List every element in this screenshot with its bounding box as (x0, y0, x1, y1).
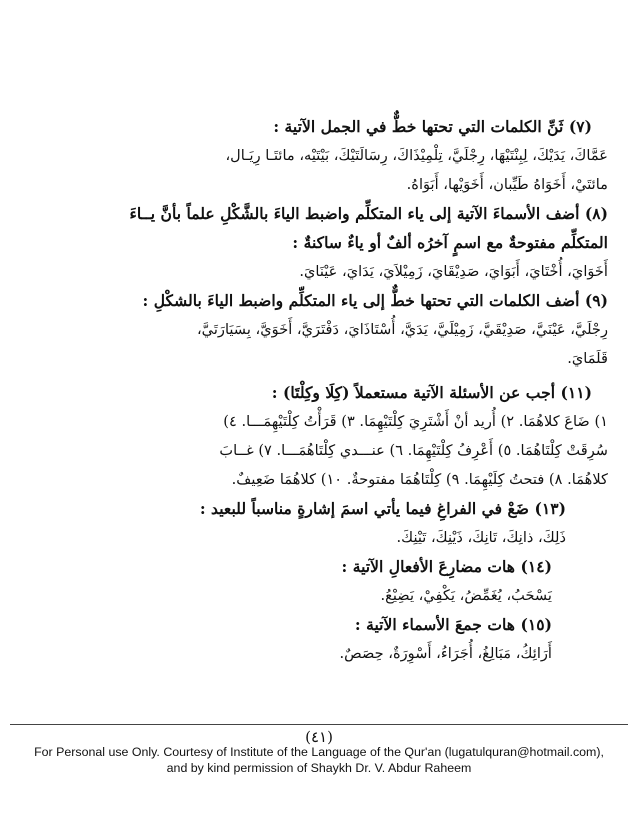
courtesy-footer (0, 744, 638, 776)
footer-line: and by kind permission of Shaykh Dr. V. Abdur Raheem (166, 761, 472, 775)
exercise-7-answer-line: مائتَيْ، أَخَوَاهُ طَيِّبان، أَخَوَيْها، أَبَوَاهُ. (406, 176, 608, 193)
exercise-13 (18, 494, 614, 552)
footer-divider (10, 724, 628, 725)
exercise-7-answer-line: عَمَّاكَ، يَدَيْكَ، لِبِنْتَيْهَا، رِجْلَيَّ، تِلْمِيْذَاكَ، رِسَالَتَيْكَ، بَيْتَيْه، مائتَـا رِيَـال، (225, 147, 608, 164)
exercise-9-answer-line: رِجْلَيَّ، عَيْنَيَّ، صَدِيْقَيَّ، زَمِيْلَيَّ، يَدَيَّ، أُسْتَاذَايَ، دَفْتَرَيَّ، أَخَوَيَّ، بِسَيَارَتَيَّ، (196, 321, 608, 338)
answers-content (18, 112, 614, 668)
exercise-13-answer-line: ذَلِكَ، ذانِكَ، تَانِكَ، ذَيْنِكَ، تَيْنِكَ. (396, 529, 566, 546)
exercise-14 (18, 552, 614, 610)
exercise-13-heading: (١٣) ضَعْ في الفراغِ فيما يأتي اسمَ إشارةٍ مناسباً للبعيد : (199, 499, 566, 518)
exercise-7-heading: (٧) ثَنِّ الكلمات التي تحتها خطٌّ في الجمل الآتية : (273, 117, 592, 136)
exercise-7 (18, 112, 614, 199)
exercise-9 (18, 286, 614, 373)
exercise-11-answer-line: سُرِقَتْ كِلْتَاهُمَا. ٥) أَعْرِفُ كِلْتَيْهِمَا. ٦) عنـــدي كِلْتَاهُمَـــا. ٧) غــابَ (219, 442, 608, 459)
exercise-9-heading: (٩) أضف الكلمات التي تحتها خطٌّ إلى ياء المتكلِّم واضبط الياءَ بالشكْلِ : (142, 291, 608, 310)
exercise-8 (18, 199, 614, 286)
exercise-15 (18, 610, 614, 668)
exercise-11 (18, 378, 614, 494)
exercise-15-answer-line: أَرَائِكُ، مَبَالِغُ، أُجَرَاءُ، أَسْوِرَةٌ، حِصَصٌ. (339, 645, 552, 662)
exercise-9-answer-line: قَلَمَايَ. (567, 350, 608, 367)
exercise-14-heading: (١٤) هات مضارِعَ الأفعالِ الآتية : (341, 557, 552, 576)
exercise-15-heading: (١٥) هات جمعَ الأسماء الآتية : (354, 615, 552, 634)
exercise-14-answer-line: يَسْحَبُ، يُغَمِّضُ، يَكْفِيْ، يَضِيْعُ. (380, 587, 552, 604)
exercise-8-heading: المتكلِّم مفتوحةٌ مع اسمٍ آخرُه ألفٌ أو ياءٌ ساكنةٌ : (292, 233, 608, 252)
exercise-11-heading: (١١) أجب عن الأسئلة الآتية مستعملاً (كِلَا وكِلْتَا) : (271, 383, 592, 402)
page-number: (٤١) (305, 728, 333, 746)
exercise-8-heading: (٨) أضف الأسماءَ الآتية إلى ياء المتكلِّم واضبط الياءَ بالشَّكْلِ علماً بأنَّ يــاءَ (129, 204, 608, 223)
exercise-11-answer-line: ١) ضَاعَ كلاهُمَا. ٢) أُريد أنْ أَشْتَرِيَ كِلْتَيْهِمَا. ٣) قَرَأْتُ كِلْتَيْهِمَـــا. ٤) (223, 413, 608, 430)
footer-line: For Personal use Only. Courtesy of Institute of the Language of the Qur'an (lugatulquran@hotmail.com), (34, 745, 604, 759)
exercise-11-answer-line: كلاهُمَا. ٨) فتحتُ كِلَيْهِمَا. ٩) كِلْتَاهُمَا مفتوحةٌ. ١٠) كلاهُمَا ضَعِيفٌ. (231, 471, 608, 488)
exercise-8-answer-line: أَخَوَايَ، أُخْتَايَ، أَبَوَايَ، صَدِيْقَايَ، زَمِيْلاَيَ، يَدَايَ، عَيْنَايَ. (299, 263, 608, 280)
